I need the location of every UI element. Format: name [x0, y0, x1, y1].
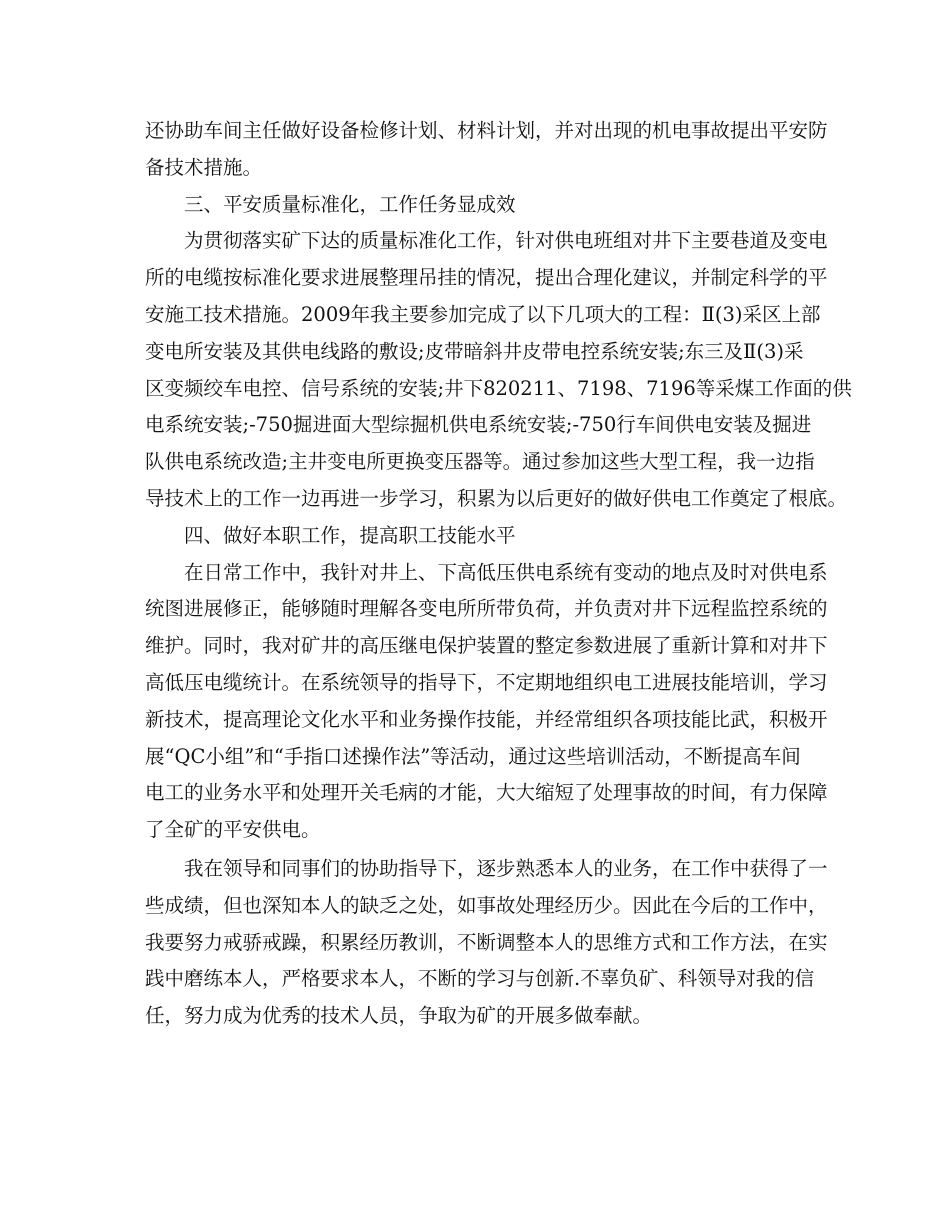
body-text-line: 了全矿的平安供电。 — [145, 818, 321, 842]
body-text-line: 电工的业务水平和处理开关毛病的才能，大大缩短了处理事故的时间，有力保障 — [145, 781, 828, 805]
body-text-line: 展“QC小组”和“手指口述操作法”等活动，通过这些培训活动，不断提高车间 — [145, 744, 801, 768]
body-text-line: 维护。同时，我对矿井的高压继电保护装置的整定参数进展了重新计算和对井下 — [145, 634, 828, 658]
body-text-line: 高低压电缆统计。在系统领导的指导下，不定期地组织电工进展技能培训，学习 — [145, 670, 828, 694]
body-text-line: 还协助车间主任做好设备检修计划、材料计划，并对出现的机电事故提出平安防 — [145, 119, 828, 142]
body-text-line: 所的电缆按标准化要求进展整理吊挂的情况，提出合理化建议，并制定科学的平 — [145, 266, 828, 290]
body-text-line: 践中磨练本人，严格要求本人，不断的学习与创新.不辜负矿、科领导对我的信 — [145, 967, 815, 991]
body-text-line: 在日常工作中，我针对井上、下高低压供电系统有变动的地点及时对供电系 — [184, 560, 828, 584]
body-text-line: 我在领导和同事们的协助指导下，逐步熟悉本人的业务，在工作中获得了一 — [184, 856, 828, 880]
body-text-line: 电系统安装;-750掘进面大型综掘机供电系统安装;-750行车间供电安装及掘进 — [145, 413, 812, 437]
body-text-line: 任，努力成为优秀的技术人员，争取为矿的开展多做奉献。 — [145, 1004, 653, 1028]
body-text-line: 安施工技术措施。2009年我主要参加完成了以下几项大的工程：Ⅱ(3)采区上部 — [145, 302, 821, 326]
body-text-line: 区变频绞车电控、信号系统的安装;井下820211、7198、7196等采煤工作面的供 — [145, 376, 852, 400]
body-text-line: 队供电系统改造;主井变电所更换变压器等。通过参加这些大型工程，我一边指 — [145, 450, 815, 474]
body-text-line: 统图进展修正，能够随时理解各变电所所带负荷，并负责对井下远程监控系统的 — [145, 597, 828, 621]
section-heading-4: 四、做好本职工作，提高职工技能水平 — [184, 523, 516, 547]
body-text-line: 变电所安装及其供电线路的敷设;皮带暗斜井皮带电控系统安装;东三及Ⅱ(3)采 — [145, 339, 804, 363]
body-text-line: 备技术措施。 — [145, 155, 263, 179]
section-heading-3: 三、平安质量标准化，工作任务显成效 — [184, 192, 516, 216]
body-text-line: 导技术上的工作一边再进一步学习，积累为以后更好的做好供电工作奠定了根底。 — [145, 486, 848, 510]
body-text-line: 我要努力戒骄戒躁，积累经历教训，不断调整本人的思维方式和工作方法，在实 — [145, 930, 828, 954]
body-text-line: 新技术，提高理论文化水平和业务操作技能，并经常组织各项技能比武，积极开 — [145, 707, 828, 731]
body-text-line: 为贯彻落实矿下达的质量标准化工作，针对供电班组对井下主要巷道及变电 — [184, 229, 828, 253]
body-text-line: 些成绩，但也深知本人的缺乏之处，如事故处理经历少。因此在今后的工作中， — [145, 893, 828, 917]
document-body — [145, 113, 852, 1035]
